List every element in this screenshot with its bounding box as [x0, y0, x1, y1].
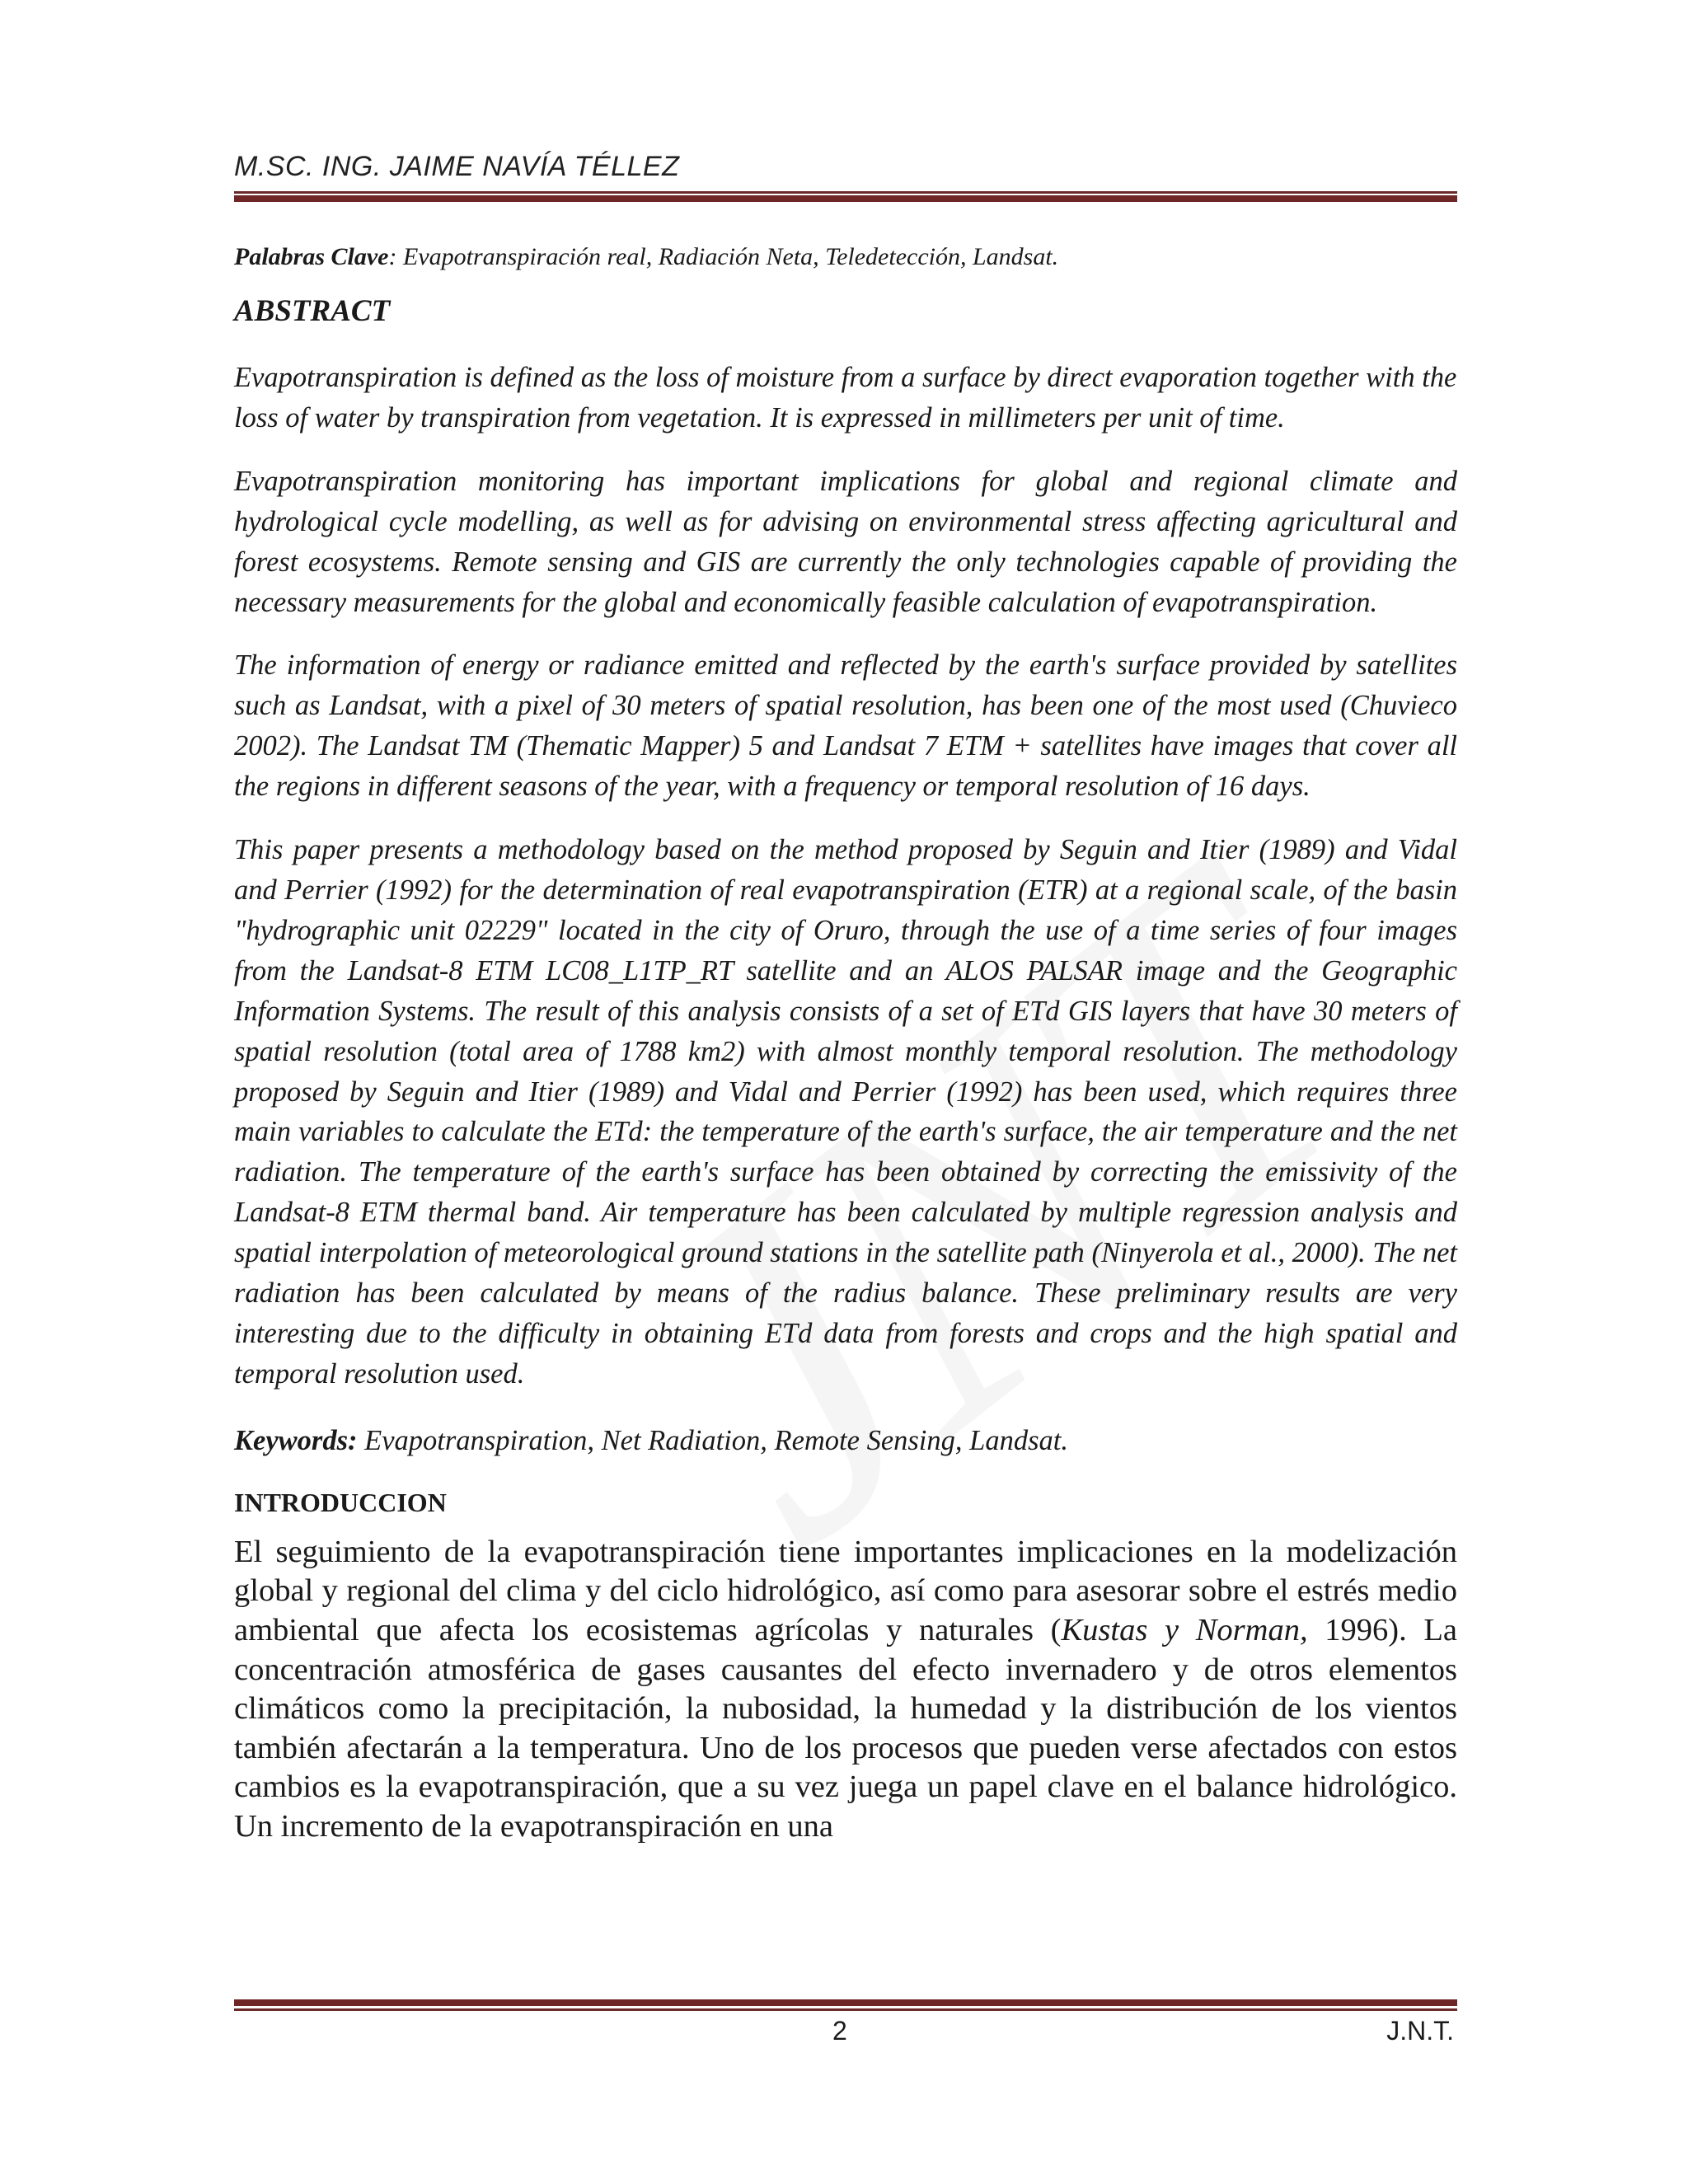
header-rule-thick [234, 195, 1457, 202]
introduction-citation: Kustas y Norman, [1061, 1612, 1308, 1647]
introduction-heading: INTRODUCCION [234, 1487, 447, 1517]
keywords-es [234, 234, 1457, 280]
abstract-heading: ABSTRACT [234, 294, 391, 328]
keywords-en-text: Evapotranspiration, Net Radiation, Remote Sensing, Landsat. [357, 1424, 1068, 1456]
keywords-en-label: Keywords: [234, 1424, 358, 1456]
introduction-paragraph [234, 1533, 1457, 1847]
page-content [234, 234, 1457, 1847]
introduction-text-part2: 1996). La concentración atmosférica de gases causantes del efecto invernadero y de otros elementos climáticos como la precipitación, la nubosidad, la humedad y la distribución de los vientos también afectarán a la temperatura. Uno de los procesos que pueden verse afectados con estos cambios es la evapotranspiración, que a su vez juega un papel clave en el balance hidrológico. Un incremento de la evapotranspiración en una [234, 1612, 1457, 1844]
abstract-paragraph-4: This paper presents a methodology based on the method proposed by Seguin and Itier (1989) and Vidal and Perrier (1992) for the determination of real evapotranspiration (ETR) at a regional scale, of the basin "hydrographic unit 02229" located in the city of Oruro, through the use of a time series of four images from the Landsat-8 ETM LC08_L1TP_RT satellite and an ALOS PALSAR image and the Geographic Information Systems. The result of this analysis consists of a set of ETd GIS layers that have 30 meters of spatial resolution (total area of 1788 km2) with almost monthly temporal resolution. The methodology proposed by Seguin and Itier (1989) and Vidal and Perrier (1992) has been used, which requires three main variables to calculate the ETd: the temperature of the earth's surface, the air temperature and the net radiation. The temperature of the earth's surface has been obtained by correcting the emissivity of the Landsat-8 ETM thermal band. Air temperature has been calculated by multiple regression analysis and spatial interpolation of meteorological ground stations in the satellite path (Ninyerola et al., 2000). The net radiation has been calculated by means of the radius balance. These preliminary results are very interesting due to the difficulty in obtaining ETd data from forests and crops and the high spatial and temporal resolution used. [234, 834, 1457, 1390]
header-author: M.SC. ING. JAIME NAVÍA TÉLLEZ [234, 151, 680, 182]
introduction-text-part1: El seguimiento de la evapotranspiración tiene importantes implicaciones en la modelización global y regional del clima y del ciclo hidrológico, así como para asesorar sobre el estrés medio ambiental que afecta los ecosistemas agrícolas y naturales ( [234, 1534, 1457, 1647]
page-number: 2 [832, 2016, 847, 2046]
footer-initials: J.N.T. [1386, 2016, 1454, 2046]
abstract-paragraph-1: Evapotranspiration is defined as the loss of moisture from a surface by direct evaporation together with the loss of water by transpiration from vegetation. It is expressed in millimeters per unit of time. [234, 362, 1457, 434]
keywords-es-text: : Evapotranspiración real, Radiación Neta, Teledetección, Landsat. [388, 243, 1059, 270]
keywords-es-label: Palabras Clave [234, 243, 389, 270]
footer-rule-thick [234, 1999, 1457, 2006]
footer-rule-thin [234, 2008, 1457, 2011]
header-rule-thin [234, 191, 1457, 194]
abstract-paragraph-2: Evapotranspiration monitoring has important implications for global and regional climate and hydrological cycle modelling, as well as for advising on environmental stress affecting agricultural and forest ecosystems. Remote sensing and GIS are currently the only technologies capable of providing the necessary measurements for the global and economically feasible calculation of evapotranspiration. [234, 465, 1457, 618]
abstract-paragraph-3: The information of energy or radiance emitted and reflected by the earth's surface provided by satellites such as Landsat, with a pixel of 30 meters of spatial resolution, has been one of the most used (Chuvieco 2002). The Landsat TM (Thematic Mapper) 5 and Landsat 7 ETM + satellites have images that cover all the regions in different seasons of the year, with a frequency or temporal resolution of 16 days. [234, 649, 1457, 803]
keywords-en [234, 1421, 1457, 1460]
